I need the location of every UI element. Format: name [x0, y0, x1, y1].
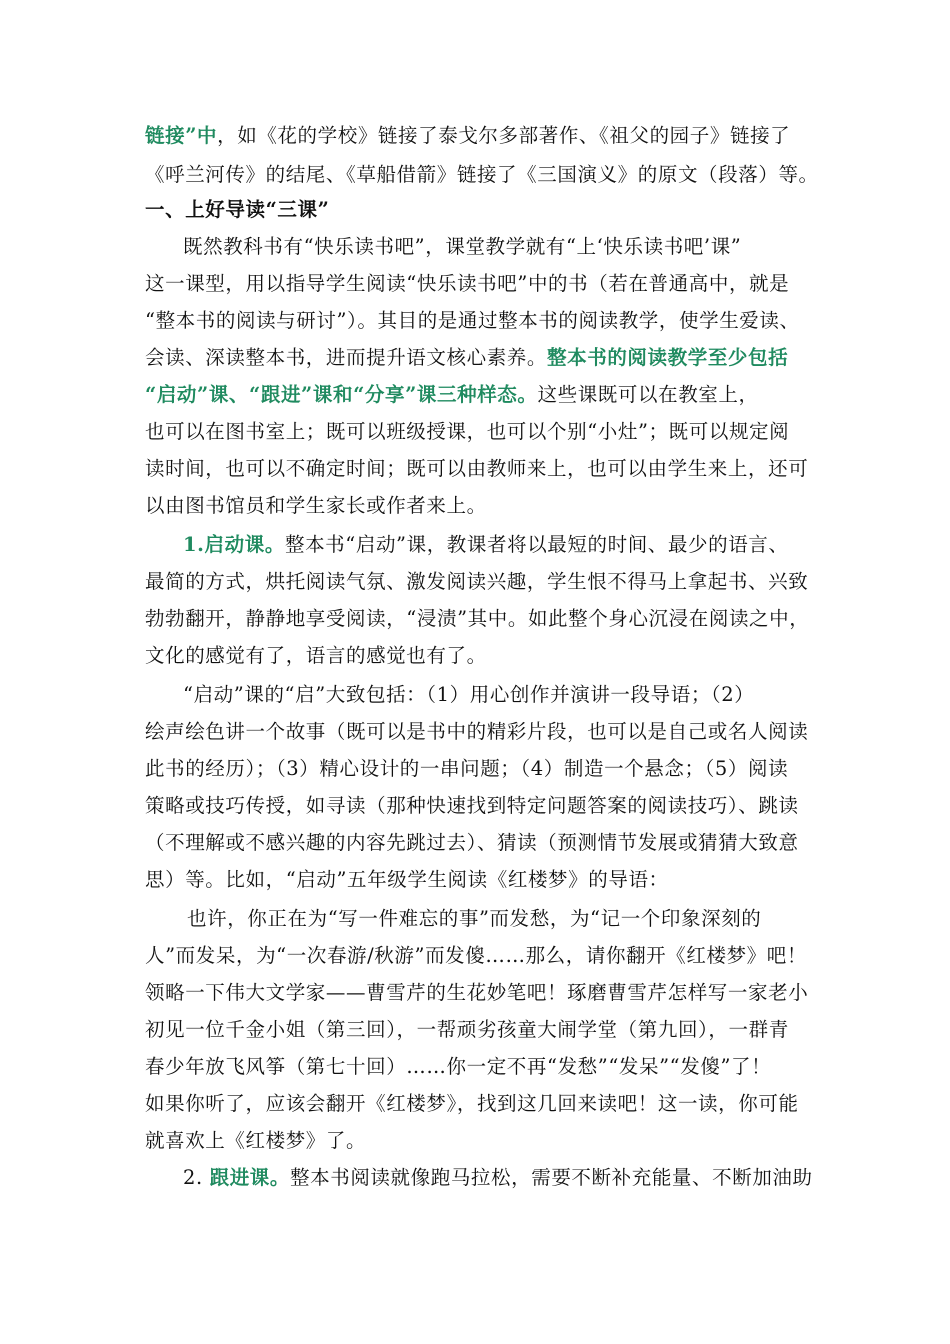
text-line — [145, 1055, 771, 1079]
body-text: 策略或技巧传授，如寻读（那种快速找到特定问题答案的阅读技巧）、跳读 — [145, 794, 799, 817]
text-line — [145, 124, 790, 148]
body-text: 既然教科书有“快乐读书吧”，课堂教学就有“上‘快乐读书吧’课” — [183, 235, 742, 258]
body-text: 思）等。比如，“启动”五年级学生阅读《红楼梦》的导语： — [145, 868, 669, 891]
text-line — [183, 533, 789, 557]
body-text: 《呼兰河传》的结尾、《草船借箭》链接了《三国演义》的原文（段落）等。 — [145, 163, 819, 186]
body-text: 整本书阅读就像跑马拉松，需要不断补充能量、不断加油助 — [290, 1166, 813, 1189]
heading-text: 一、上好导读“三课” — [145, 198, 330, 221]
text-line — [145, 309, 800, 333]
text-line — [183, 683, 754, 707]
text-line — [187, 907, 761, 931]
text-line — [145, 607, 809, 631]
body-text: 也可以在图书室上；既可以班级授课，也可以个别“小灶”；既可以规定阅 — [145, 420, 790, 443]
text-line — [145, 868, 669, 892]
body-text: 文化的感觉有了，语言的感觉也有了。 — [145, 644, 487, 667]
text-line — [145, 720, 808, 744]
body-text: 2. — [183, 1166, 210, 1189]
body-text: 这些课既可以在教室上， — [537, 383, 759, 406]
body-text: （不理解或不感兴趣的内容先跳过去）、猜读（预测情节发展或猜猜大致意 — [145, 831, 799, 854]
highlighted-text: 整本书的阅读教学至少包括 — [547, 346, 789, 369]
text-line — [145, 1129, 366, 1153]
body-text: 春少年放飞风筝（第七十回）……你一定不再“发愁”“发呆”“发傻”了！ — [145, 1055, 772, 1078]
text-line — [145, 831, 799, 855]
body-text: 领略一下伟大文学家——曹雪芹的生花妙笔吧！琢磨曹雪芹怎样写一家老小 — [145, 981, 809, 1004]
highlighted-text: 1.启动课。 — [183, 533, 285, 556]
text-line — [145, 383, 759, 407]
body-text: 就喜欢上《红楼梦》了。 — [145, 1129, 367, 1152]
body-text: 也许，你正在为“写一件难忘的事”而发愁，为“记一个印象深刻的 — [187, 907, 762, 930]
text-line — [145, 163, 819, 187]
body-text: “整本书的阅读与研讨”）。其目的是通过整本书的阅读教学，使学生爱读、 — [145, 309, 800, 332]
text-line — [145, 794, 799, 818]
body-text: 以由图书馆员和学生家长或作者来上。 — [145, 494, 487, 517]
body-text: 最简的方式，烘托阅读气氛、激发阅读兴趣，学生恨不得马上拿起书、兴致 — [145, 570, 809, 593]
highlighted-text: 链接”中 — [145, 124, 218, 147]
text-line — [145, 457, 808, 481]
body-text: 初见一位千金小姐（第三回），一帮顽劣孩童大闹学堂（第九回），一群青 — [145, 1018, 789, 1041]
text-line — [145, 981, 808, 1005]
text-line — [145, 757, 788, 781]
text-line — [183, 235, 741, 259]
text-line — [145, 494, 487, 518]
body-text: 绘声绘色讲一个故事（既可以是书中的精彩片段，也可以是自己或名人阅读 — [145, 720, 809, 743]
text-line — [145, 420, 789, 444]
body-text: 整本书“启动”课，教课者将以最短的时间、最少的语言、 — [284, 533, 789, 556]
body-text: 勃勃翻开，静静地享受阅读，“浸渍”其中。如此整个身心沉浸在阅读之中， — [145, 607, 810, 630]
body-text: 会读、深读整本书，进而提升语文核心素养。 — [145, 346, 548, 369]
text-line — [145, 1092, 799, 1116]
section-heading — [145, 198, 329, 222]
text-line — [145, 346, 788, 370]
text-line — [145, 272, 789, 296]
body-text: 此书的经历）；（3）精心设计的一串问题；（4）制造一个悬念；（5）阅读 — [145, 757, 789, 780]
body-text: ，如《花的学校》链接了泰戈尔多部著作、《祖父的园子》链接了 — [217, 124, 791, 147]
body-text: 如果你听了，应该会翻开《红楼梦》，找到这几回来读吧！这一读，你可能 — [145, 1092, 799, 1115]
text-line — [145, 1018, 789, 1042]
text-line — [183, 1166, 813, 1190]
text-line — [145, 644, 487, 668]
highlighted-text: “启动”课、“跟进”课和“分享”课三种样态。 — [145, 383, 538, 406]
body-text: 这一课型，用以指导学生阅读“快乐读书吧”中的书（若在普通高中，就是 — [145, 272, 790, 295]
body-text: 读时间，也可以不确定时间；既可以由教师来上，也可以由学生来上，还可 — [145, 457, 809, 480]
highlighted-text: 跟进课。 — [209, 1166, 291, 1189]
text-line — [145, 944, 807, 968]
text-line — [145, 570, 808, 594]
body-text: “启动”课的“启”大致包括：（1）用心创作并演讲一段导语；（2） — [183, 683, 755, 706]
body-text: 人”而发呆，为“一次春游/秋游”而发傻……那么，请你翻开《红楼梦》吧！ — [145, 944, 807, 967]
